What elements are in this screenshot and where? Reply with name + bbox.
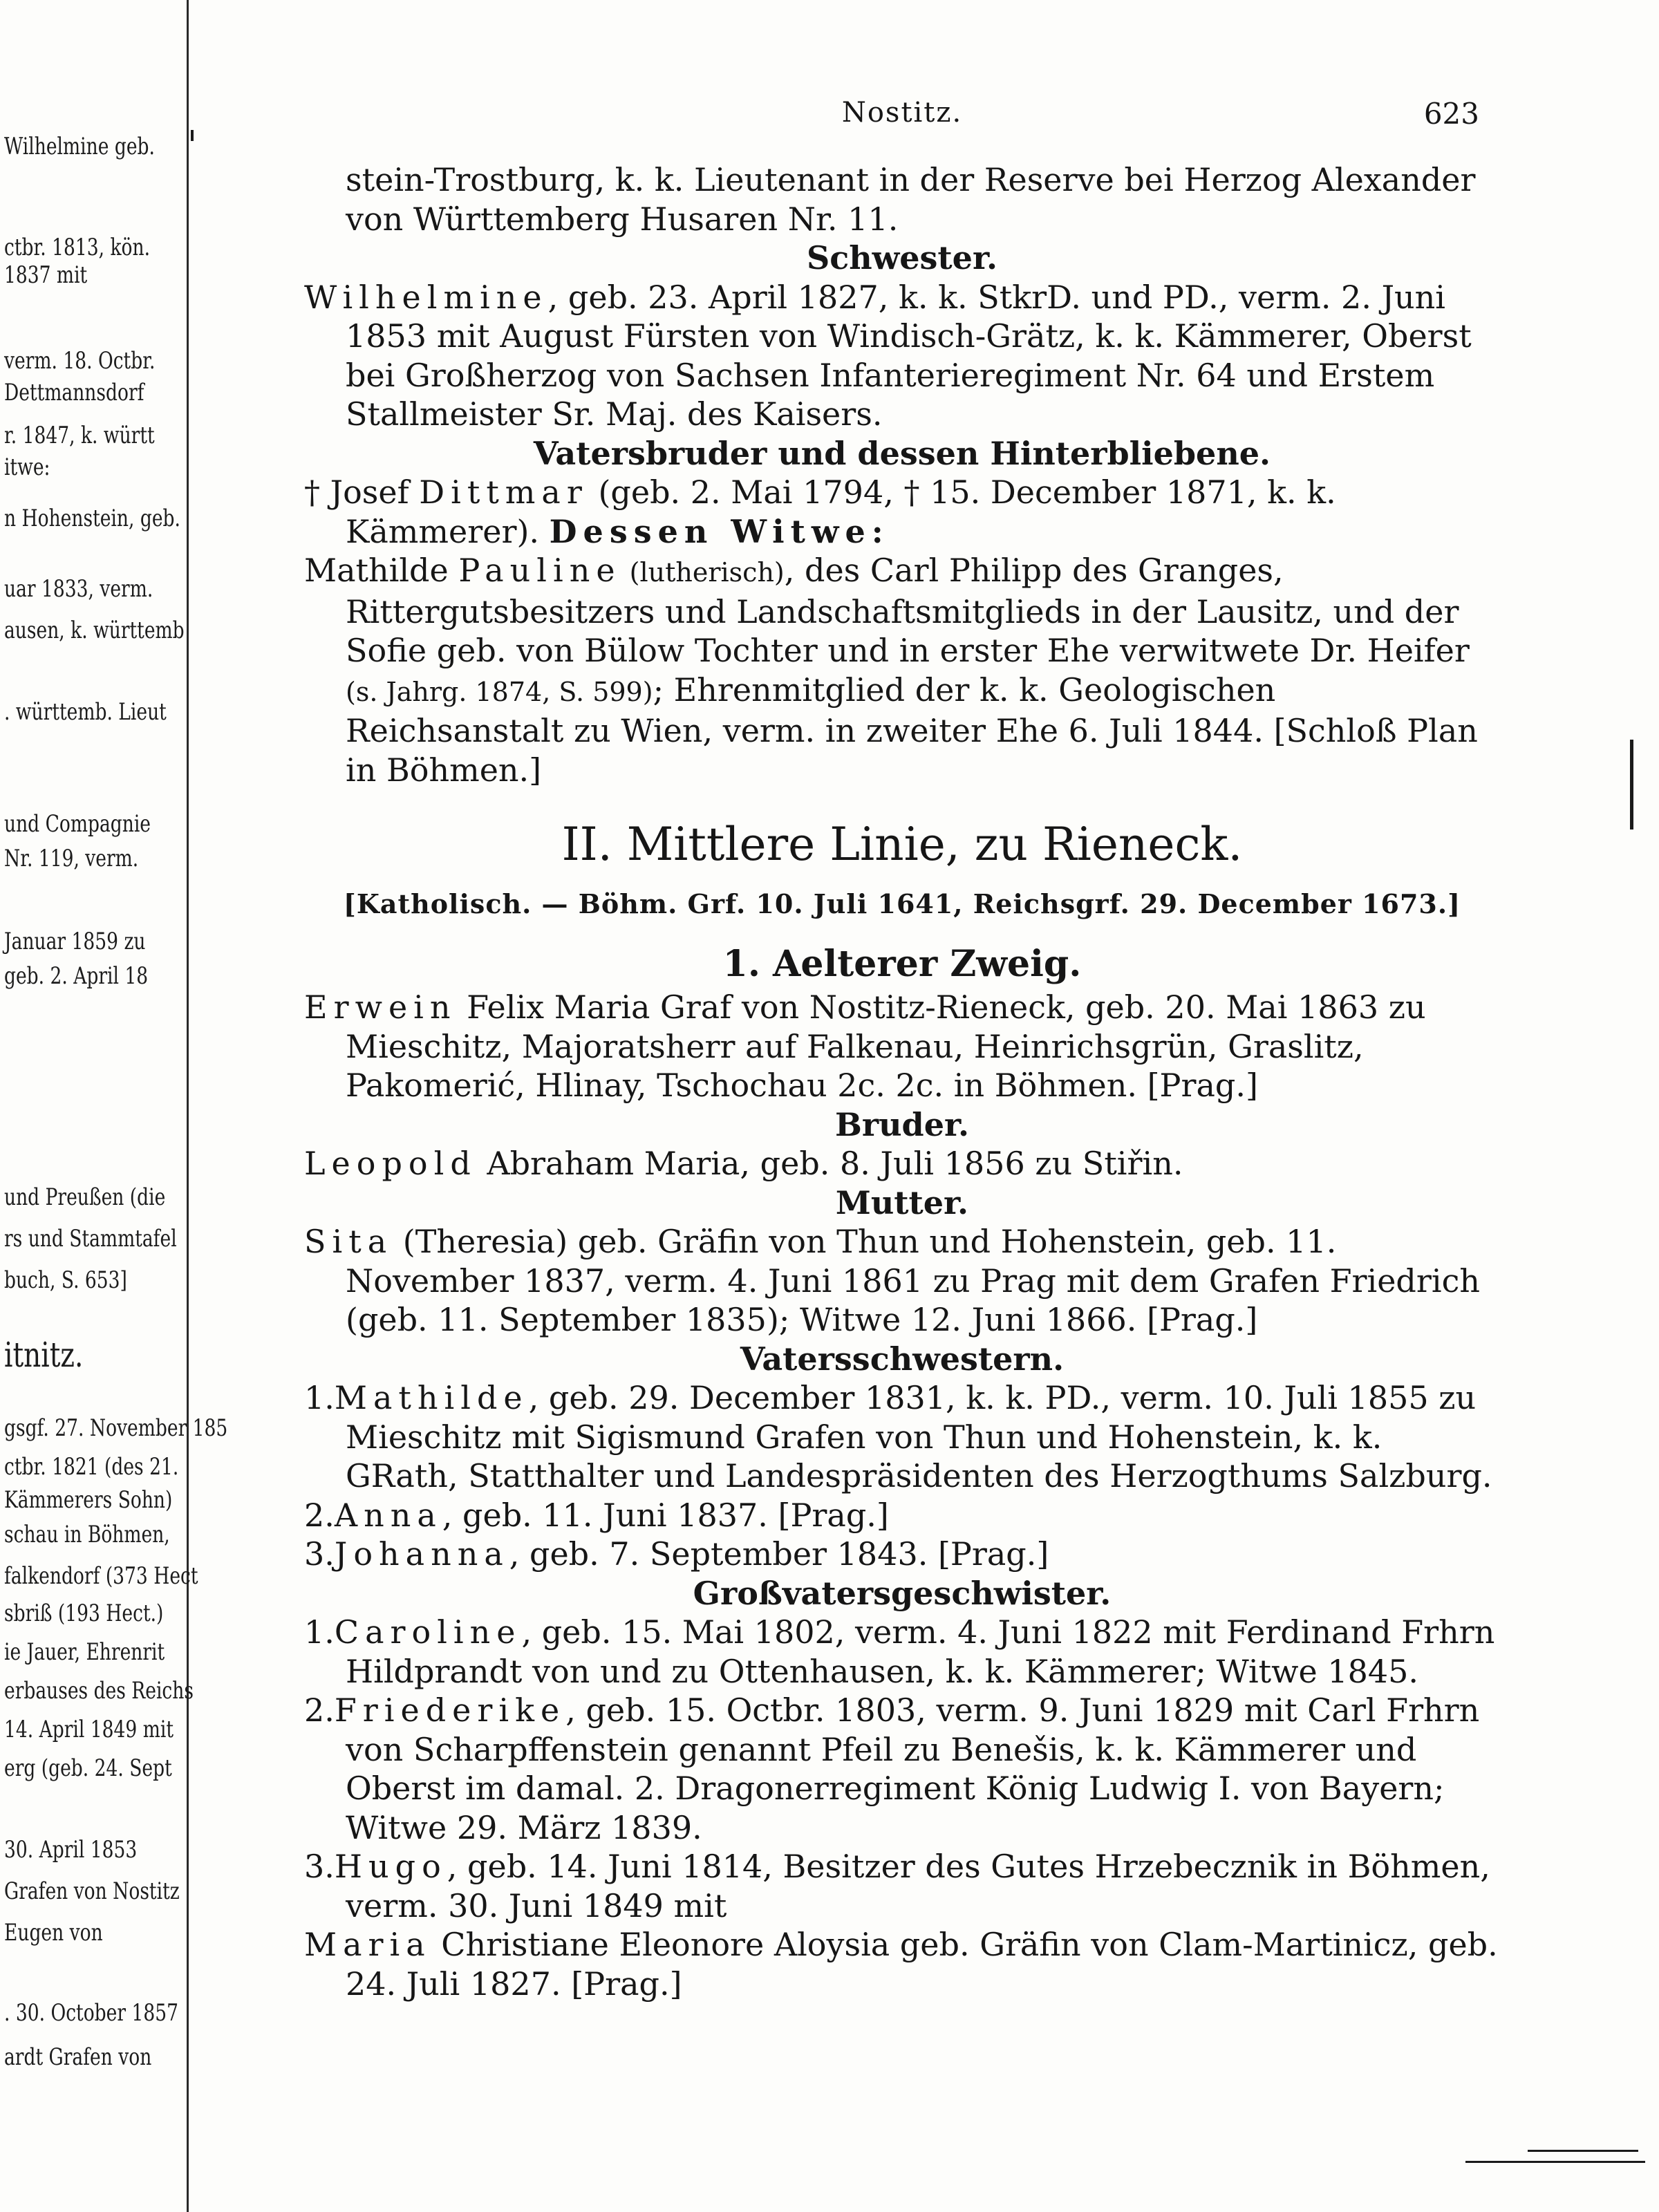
margin-fragment: verm. 18. Octbr.: [4, 347, 156, 375]
entry-name: Pauline: [458, 552, 621, 589]
margin-fragment: ctbr. 1813, kön.: [4, 234, 151, 261]
entry-number: 1.: [304, 1379, 335, 1416]
entry-text: , geb. 7. September 1843. [Prag.]: [509, 1535, 1049, 1573]
margin-fragment: . 30. October 1857: [4, 1999, 178, 2027]
entry-text: , geb. 15. Octbr. 1803, verm. 9. Juni 1829 mit Carl Frhrn von Scharpffenstein genannt Pfeil zu Benešis, k. k. Kämmerer und Oberst im damal. 2. Dragonerregiment König Ludwig I. von Bayern; Witwe 29. März 1839.: [346, 1691, 1480, 1846]
margin-fragment: Kämmerers Sohn): [4, 1486, 173, 1514]
margin-fragment: 14. April 1849 mit: [4, 1716, 174, 1743]
entry-name: Wilhelmine: [304, 278, 548, 316]
section-subtitle: [Katholisch. — Böhm. Grf. 10. Juli 1641, Reichsgrf. 29. December 1673.]: [343, 888, 1461, 919]
margin-fragment: n Hohenstein, geb.: [4, 505, 180, 532]
margin-fragment: ie Jauer, Ehrenrit: [4, 1638, 165, 1666]
margin-fragment: Eugen von: [4, 1919, 103, 1947]
margin-fragment: ardt Grafen von: [4, 2043, 152, 2071]
entry-prefix: Mathilde: [304, 552, 459, 589]
margin-fragment: ausen, k. württemb: [4, 617, 185, 644]
entry-number: 2.: [304, 1691, 335, 1729]
entry-reference: (s. Jahrg. 1874, S. 599): [346, 676, 653, 707]
entry-leopold: [304, 1144, 1500, 1183]
entry-text: Abraham Maria, geb. 8. Juli 1856 zu Stiřin.: [476, 1145, 1183, 1182]
subheading-vatersbruder: Vatersbruder und dessen Hinterbliebene.: [533, 434, 1271, 472]
entry-text: , geb. 15. Mai 1802, verm. 4. Juni 1822 mit Ferdinand Frhrn Hildprandt von und zu Ottenhausen, k. k. Kämmerer; Witwe 1845.: [346, 1613, 1495, 1690]
entry-mathilde-pauline: [304, 551, 1500, 789]
entry-text: , geb. 11. Juni 1837. [Prag.]: [442, 1496, 889, 1534]
margin-fragment: erbauses des Reichs: [4, 1677, 194, 1705]
entry-text: (Theresia) geb. Gräfin von Thun und Hohenstein, geb. 11. November 1837, verm. 4. Juni 1861 zu Prag mit dem Grafen Friedrich (geb. 11. September 1835); Witwe 12. Juni 1866. [Prag.]: [346, 1223, 1480, 1338]
entry-name: Friederike: [334, 1691, 566, 1729]
entry-prefix: † Josef: [304, 474, 420, 511]
entry-text: ; Ehrenmitglied der k. k. Geologischen Reichsanstalt zu Wien, verm. in zweiter Ehe 6. Juli 1844. [Schloß Plan in Böhmen.]: [346, 671, 1478, 789]
continuation-line: stein-Trostburg, k. k. Lieutenant in der Reserve bei Herzog Alexander: [346, 161, 1476, 198]
scan-mark: [1465, 2161, 1645, 2163]
entry-name: Maria: [304, 1926, 431, 1963]
margin-fragment: schau in Böhmen,: [4, 1521, 170, 1548]
running-title: Nostitz.: [841, 97, 963, 129]
main-text: [304, 160, 1500, 2003]
entry-name: Leopold: [304, 1145, 477, 1182]
entry-text: , geb. 23. April 1827, k. k. StkrD. und PD., verm. 2. Juni 1853 mit August Fürsten von Windisch-Grätz, k. k. Kämmerer, Oberst bei Großherzog von Sachsen Infanterieregiment Nr. 64 und Erstem Stallmeister Sr. Maj. des Kaisers.: [346, 278, 1472, 433]
entry-johanna: [304, 1535, 1500, 1574]
entry-text: Felix Maria Graf von Nostitz-Rieneck, geb. 20. Mai 1863 zu Mieschitz, Majoratsherr auf Falkenau, Heinrichsgrün, Graslitz, Pakomerić, Hlinay, Tschochau 2c. 2c. in Böhmen. [Prag.]: [346, 988, 1426, 1104]
margin-fragment: . württemb. Lieut: [4, 698, 167, 726]
margin-fragment: itnitz.: [4, 1335, 84, 1375]
entry-religion: (lutherisch): [621, 557, 785, 588]
margin-fragment: und Preußen (die: [4, 1183, 166, 1211]
entry-hugo: [304, 1847, 1500, 1925]
entry-wilhelmine: [304, 278, 1500, 434]
entry-name: Dittmar: [419, 474, 588, 511]
entry-name: Anna: [334, 1496, 442, 1534]
margin-fragment: 1837 mit: [4, 261, 88, 289]
entry-text: Christiane Eleonore Aloysia geb. Gräfin von Clam-Martinicz, geb. 24. Juli 1827. [Prag.]: [346, 1926, 1498, 2003]
entry-name: Johanna: [334, 1535, 509, 1573]
subheading-grossvatersgeschwister: Großvatersgeschwister.: [693, 1574, 1112, 1612]
entry-name: Mathilde: [334, 1379, 529, 1416]
subheading-bruder: Bruder.: [834, 1105, 970, 1143]
scan-mark: [1630, 740, 1633, 830]
entry-anna: [304, 1496, 1500, 1535]
subheading-vaterschwestern: Vatersschwestern.: [740, 1340, 1065, 1378]
section-title: II. Mittlere Linie, zu Rieneck.: [561, 818, 1243, 871]
margin-fragment: Januar 1859 zu: [4, 928, 146, 955]
margin-fragment: buch, S. 653]: [4, 1266, 127, 1294]
entry-number: 3.: [304, 1848, 335, 1885]
margin-fragment: ctbr. 1821 (des 21.: [4, 1453, 179, 1481]
entry-maria: [304, 1925, 1500, 2003]
entry-name: Sita: [304, 1223, 393, 1260]
entry-friederike: [304, 1691, 1500, 1847]
entry-name: Erwein: [304, 988, 457, 1026]
margin-fragment: Dettmannsdorf: [4, 379, 144, 406]
continuation-line: von Württemberg Husaren Nr. 11.: [346, 200, 899, 238]
scan-mark: [1528, 2150, 1638, 2152]
margin-fragment: uar 1833, verm.: [4, 575, 153, 603]
entry-text: (geb. 2. Mai 1794, † 15. December 1871, k. k. Kämmerer).: [346, 474, 1336, 550]
margin-fragment: Wilhelmine geb.: [4, 133, 155, 160]
margin-fragment: falkendorf (373 Hect: [4, 1562, 198, 1590]
branch-title: 1. Aelterer Zweig.: [722, 942, 1082, 985]
entry-text: , geb. 14. Juni 1814, Besitzer des Gutes Hrzebecznik in Böhmen, verm. 30. Juni 1849 mit: [346, 1848, 1490, 1924]
margin-fragment: Nr. 119, verm.: [4, 845, 139, 872]
margin-fragment: 30. April 1853: [4, 1836, 138, 1864]
subheading-dessen-witwe: Dessen Witwe:: [549, 512, 890, 550]
margin-fragment: sbriß (193 Hect.): [4, 1600, 164, 1627]
entry-number: 3.: [304, 1535, 335, 1573]
margin-fragment: itwe:: [4, 453, 50, 481]
facing-page-margin: [0, 0, 228, 2212]
margin-fragment: gsgf. 27. November 185: [4, 1414, 228, 1442]
entry-sita: [304, 1222, 1500, 1340]
entry-caroline: [304, 1613, 1500, 1691]
entry-text: , des Carl Philipp des Granges, Rittergutsbesitzers und Landschaftsmitglieds in der Lausitz, und der Sofie geb. von Bülow Tochter und in erster Ehe verwitwete Dr. Heifer: [346, 552, 1470, 669]
page-number: 623: [1423, 97, 1479, 131]
scan-mark: [191, 130, 194, 141]
entry-name: Hugo: [334, 1848, 447, 1885]
subheading-schwester: Schwester.: [807, 239, 997, 276]
entry-josef: [304, 473, 1500, 551]
entry-erwein: [304, 988, 1500, 1105]
margin-fragment: rs und Stammtafel: [4, 1225, 177, 1253]
entry-name: Caroline: [334, 1613, 522, 1651]
entry-number: 1.: [304, 1613, 335, 1651]
running-header: [325, 97, 1479, 138]
margin-fragment: erg (geb. 24. Sept: [4, 1754, 172, 1782]
entry-mathilde: [304, 1378, 1500, 1496]
margin-fragment: Grafen von Nostitz: [4, 1877, 180, 1905]
entry-number: 2.: [304, 1496, 335, 1534]
entry-text: , geb. 29. December 1831, k. k. PD., verm. 10. Juli 1855 zu Mieschitz mit Sigismund Grafen von Thun und Hohenstein, k. k. GRath, Statthalter und Landespräsidenten des Herzogthums Salzburg.: [346, 1379, 1492, 1494]
margin-fragment: r. 1847, k. württ: [4, 422, 155, 449]
subheading-mutter: Mutter.: [835, 1183, 969, 1221]
margin-fragment: und Compagnie: [4, 810, 151, 838]
margin-fragment: geb. 2. April 18: [4, 962, 149, 990]
